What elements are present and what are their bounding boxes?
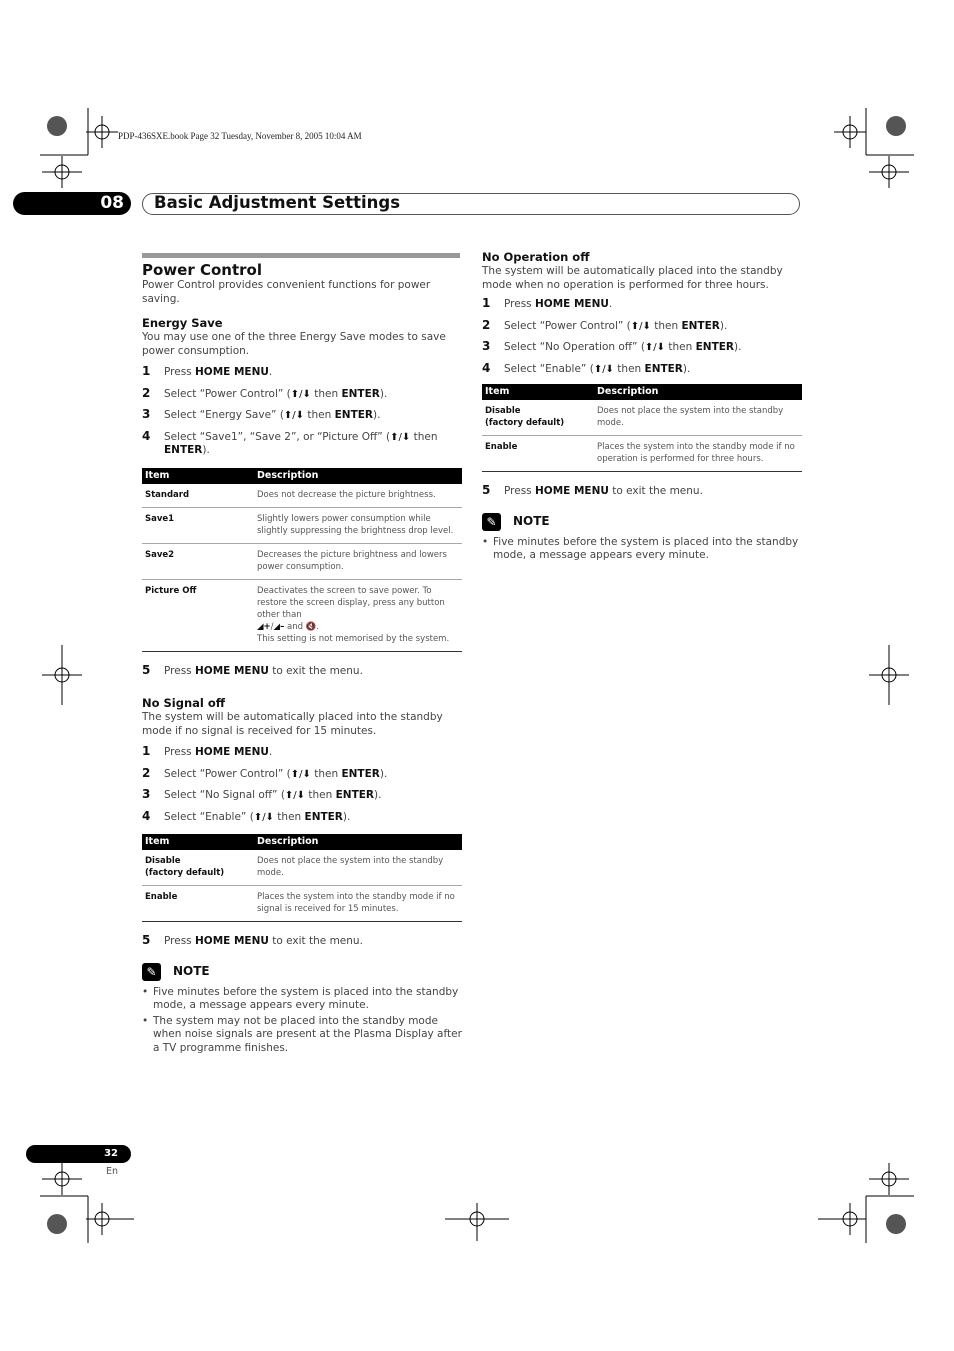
energy-save-intro: You may use one of the three Energy Save modes to save power consumption. xyxy=(142,331,446,357)
table-row: Enable Places the system into the standby mode if no operation is performed for three hours. xyxy=(482,436,802,472)
no-signal-off-intro: The system will be automatically placed into the standby mode if no signal is received for 15 minutes. xyxy=(142,711,443,737)
note-label: NOTE xyxy=(173,963,210,978)
pencil-icon: ✎ xyxy=(482,513,501,531)
no-signal-off-heading: No Signal off xyxy=(142,696,226,710)
table-row: Save1 Slightly lowers power consumption while slightly suppressing the brightness drop level. xyxy=(142,507,462,543)
energy-save-step: 1 Press HOME MENU. xyxy=(142,364,273,378)
table-row: Save2 Decreases the picture brightness and lowers power consumption. xyxy=(142,543,462,579)
energy-save-heading: Energy Save xyxy=(142,316,223,330)
list-item: • The system may not be placed into the standby mode when noise signals are present at the Plasma Display after a TV programme finishes. xyxy=(142,1015,462,1056)
list-item: • Five minutes before the system is placed into the standby mode, a message appears every minute. xyxy=(142,986,462,1013)
no-operation-off-heading: No Operation off xyxy=(482,250,590,264)
page-number: 32 xyxy=(26,1145,131,1163)
no-operation-step: 5 Press HOME MENU to exit the menu. xyxy=(482,483,703,497)
language-label: En xyxy=(106,1166,119,1177)
no-signal-step: 4 Select “Enable” (⬆/⬇ then ENTER). xyxy=(142,808,351,823)
up-down-arrow-icon: ⬆/⬇ xyxy=(390,431,411,443)
volume-plus-icon: ◢ xyxy=(257,621,264,632)
chapter-title: Basic Adjustment Settings xyxy=(154,193,401,212)
note-list xyxy=(142,986,462,1056)
up-down-arrow-icon: ⬆/⬇ xyxy=(290,388,311,400)
no-signal-step: 1 Press HOME MENU. xyxy=(142,744,273,758)
up-down-arrow-icon: ⬆/⬇ xyxy=(644,342,666,353)
chapter-number: 08 xyxy=(13,192,131,215)
table-row: Disable (factory default) Does not place the system into the standby mode. xyxy=(142,850,462,886)
pencil-icon: ✎ xyxy=(142,963,161,981)
step-number: 1 xyxy=(142,364,151,378)
home-menu-key: HOME MENU xyxy=(194,366,269,378)
energy-save-step: 2 Select “Power Control” (⬆/⬇ then ENTER). xyxy=(142,385,388,400)
mute-icon: 🔇 xyxy=(305,621,317,632)
note-header xyxy=(142,963,462,981)
no-signal-table: Item Description Disable (factory default) Does not place the system into the standby mode. Enable Places the system into the standby mode if no signal is received for 15 minutes. xyxy=(142,834,462,922)
print-header-info: PDP-436SXE.book Page 32 Tuesday, November 8, 2005 10:04 AM xyxy=(118,131,362,141)
no-operation-step: 4 Select “Enable” (⬆/⬇ then ENTER). xyxy=(482,360,691,375)
energy-save-step: 4 Select “Save1”, “Save 2”, or “Picture Off” (⬆/⬇ then ENTER). xyxy=(142,428,438,456)
section-rule xyxy=(142,253,460,258)
table-row: Picture Off Deactivates the screen to save power. To restore the screen display, press any button other than ◢+/◢– and 🔇. This setting is not memorised by the system. xyxy=(142,579,462,651)
no-operation-step: 2 Select “Power Control” (⬆/⬇ then ENTER). xyxy=(482,317,728,332)
table-row: Enable Places the system into the standby mode if no signal is received for 15 minutes. xyxy=(142,886,462,922)
right-column xyxy=(482,250,802,565)
note-header xyxy=(482,513,802,531)
up-down-arrow-icon: ⬆/⬇ xyxy=(253,811,274,823)
up-down-arrow-icon: ⬆/⬇ xyxy=(630,320,651,332)
no-signal-step: 2 Select “Power Control” (⬆/⬇ then ENTER). xyxy=(142,765,388,780)
energy-save-step: 3 Select “Energy Save” (⬆/⬇ then ENTER). xyxy=(142,407,381,421)
no-operation-table: Item Description Disable (factory default) Does not place the system into the standby mode. Enable Places the system into the standby mode if no operation is performed for three hours. xyxy=(482,384,802,472)
up-down-arrow-icon: ⬆/⬇ xyxy=(593,363,614,375)
enter-key: ENTER xyxy=(341,387,380,400)
no-operation-step: 1 Press HOME MENU. xyxy=(482,296,613,310)
up-down-arrow-icon: ⬆/⬇ xyxy=(284,790,306,801)
section-title: Power Control xyxy=(142,261,262,279)
volume-minus-icon: ◢ xyxy=(273,621,281,632)
list-item: • Five minutes before the system is placed into the standby mode, a message appears every minute. xyxy=(482,536,802,563)
left-column xyxy=(142,253,462,1057)
no-operation-off-intro: The system will be automatically placed into the standby mode when no operation is performed for three hours. xyxy=(482,265,783,291)
no-operation-step: 3 Select “No Operation off” (⬆/⬇ then ENTER). xyxy=(482,339,742,353)
energy-save-step: 5 Press HOME MENU to exit the menu. xyxy=(142,662,363,677)
section-intro: Power Control provides convenient functions for power saving. xyxy=(142,279,431,305)
note-label: NOTE xyxy=(513,513,550,528)
enter-key: ENTER xyxy=(334,409,374,421)
up-down-arrow-icon: ⬆/⬇ xyxy=(283,410,305,421)
up-down-arrow-icon: ⬆/⬇ xyxy=(290,768,311,780)
no-signal-step: 3 Select “No Signal off” (⬆/⬇ then ENTER). xyxy=(142,787,382,801)
no-signal-step: 5 Press HOME MENU to exit the menu. xyxy=(142,933,363,947)
table-row: Disable (factory default) Does not place the system into the standby mode. xyxy=(482,400,802,436)
note-list xyxy=(482,536,802,563)
energy-save-table: Item Description Standard Does not decrease the picture brightness. Save1 Slightly lowers power consumption while slightly suppressing the brightness drop level. Save2 Decreases the picture brightness and lowers power consumption. Picture Off Deactivates the screen to save power. To restore the screen display, press any button other than ◢+/◢– and 🔇. This setting is not memorised by the system. xyxy=(142,468,462,652)
table-row: Standard Does not decrease the picture brightness. xyxy=(142,484,462,508)
enter-key: ENTER xyxy=(164,444,203,456)
